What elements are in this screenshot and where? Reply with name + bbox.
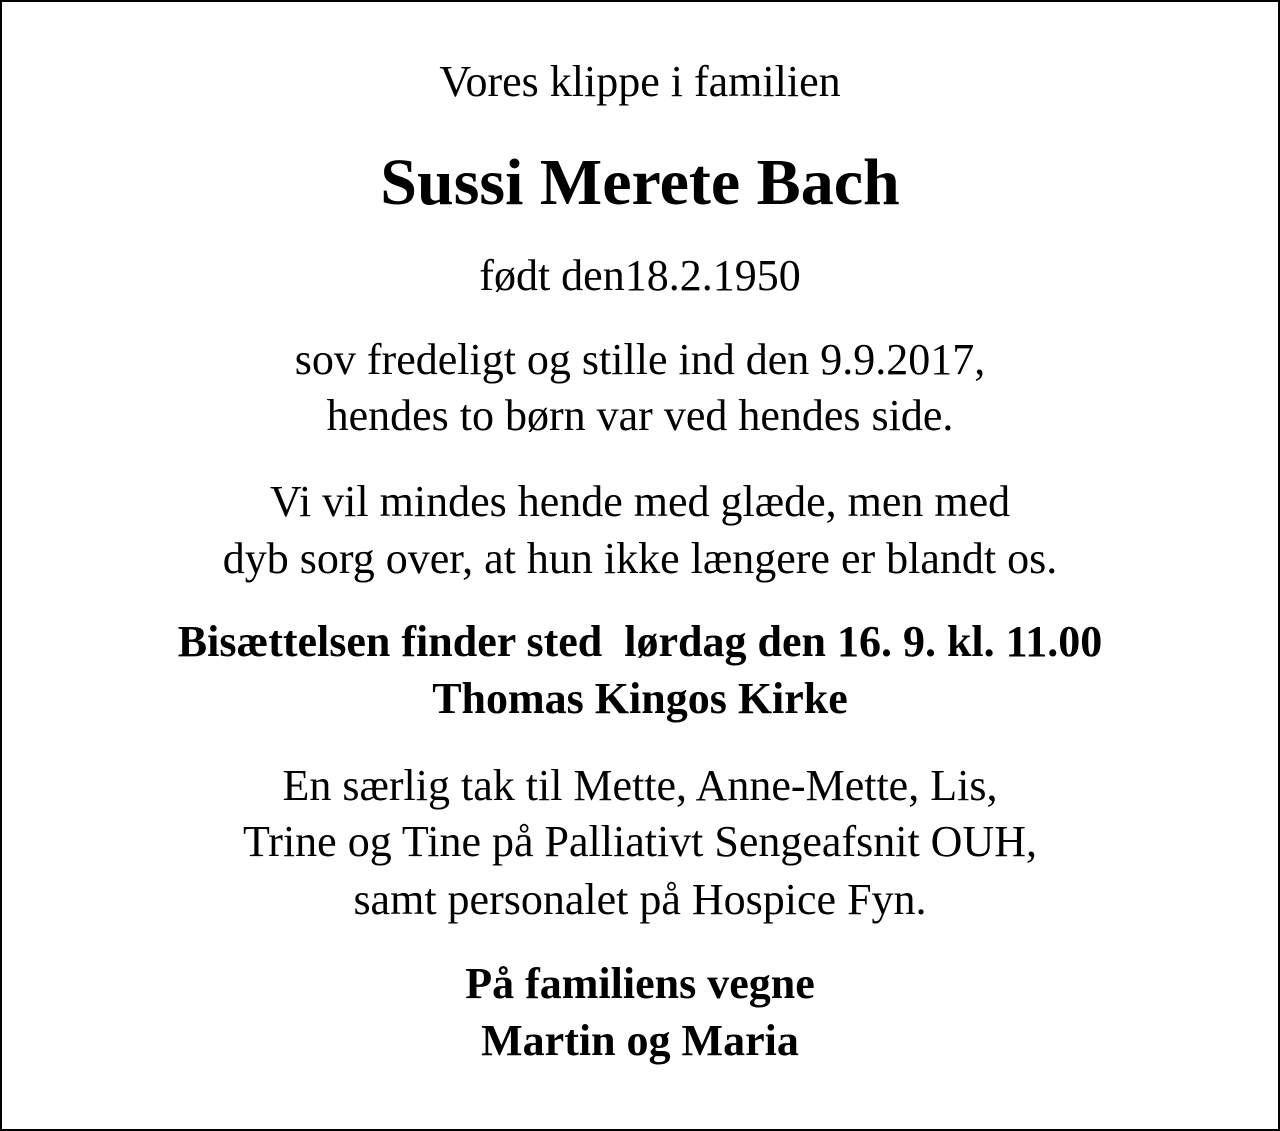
intro-text: Vores klippe i familien xyxy=(439,57,841,106)
birth-date-text: født den18.2.1950 xyxy=(479,251,801,300)
death-text-line-1: sov fredeligt og stille ind den 9.9.2017, xyxy=(294,335,986,384)
funeral-info-line-1: Bisættelsen finder sted lørdag den 16. 9. kl. 11.00 xyxy=(177,617,1103,666)
signature-names: Martin og Maria xyxy=(481,1016,799,1065)
signature-line-1: På familiens vegne xyxy=(465,959,815,1008)
funeral-church: Thomas Kingos Kirke xyxy=(432,674,848,723)
deceased-name: Sussi Merete Bach xyxy=(380,146,900,219)
memory-text-line-2: dyb sorg over, at hun ikke længere er blandt os. xyxy=(222,534,1058,583)
thanks-line-1: En særlig tak til Mette, Anne-Mette, Lis, xyxy=(282,761,998,810)
thanks-line-2: Trine og Tine på Palliativt Sengeafsnit OUH, xyxy=(242,817,1038,866)
death-text-line-2: hendes to børn var ved hendes side. xyxy=(326,391,954,440)
memory-text-line-1: Vi vil mindes hende med glæde, men med xyxy=(269,477,1011,526)
thanks-line-3: samt personalet på Hospice Fyn. xyxy=(353,875,927,924)
